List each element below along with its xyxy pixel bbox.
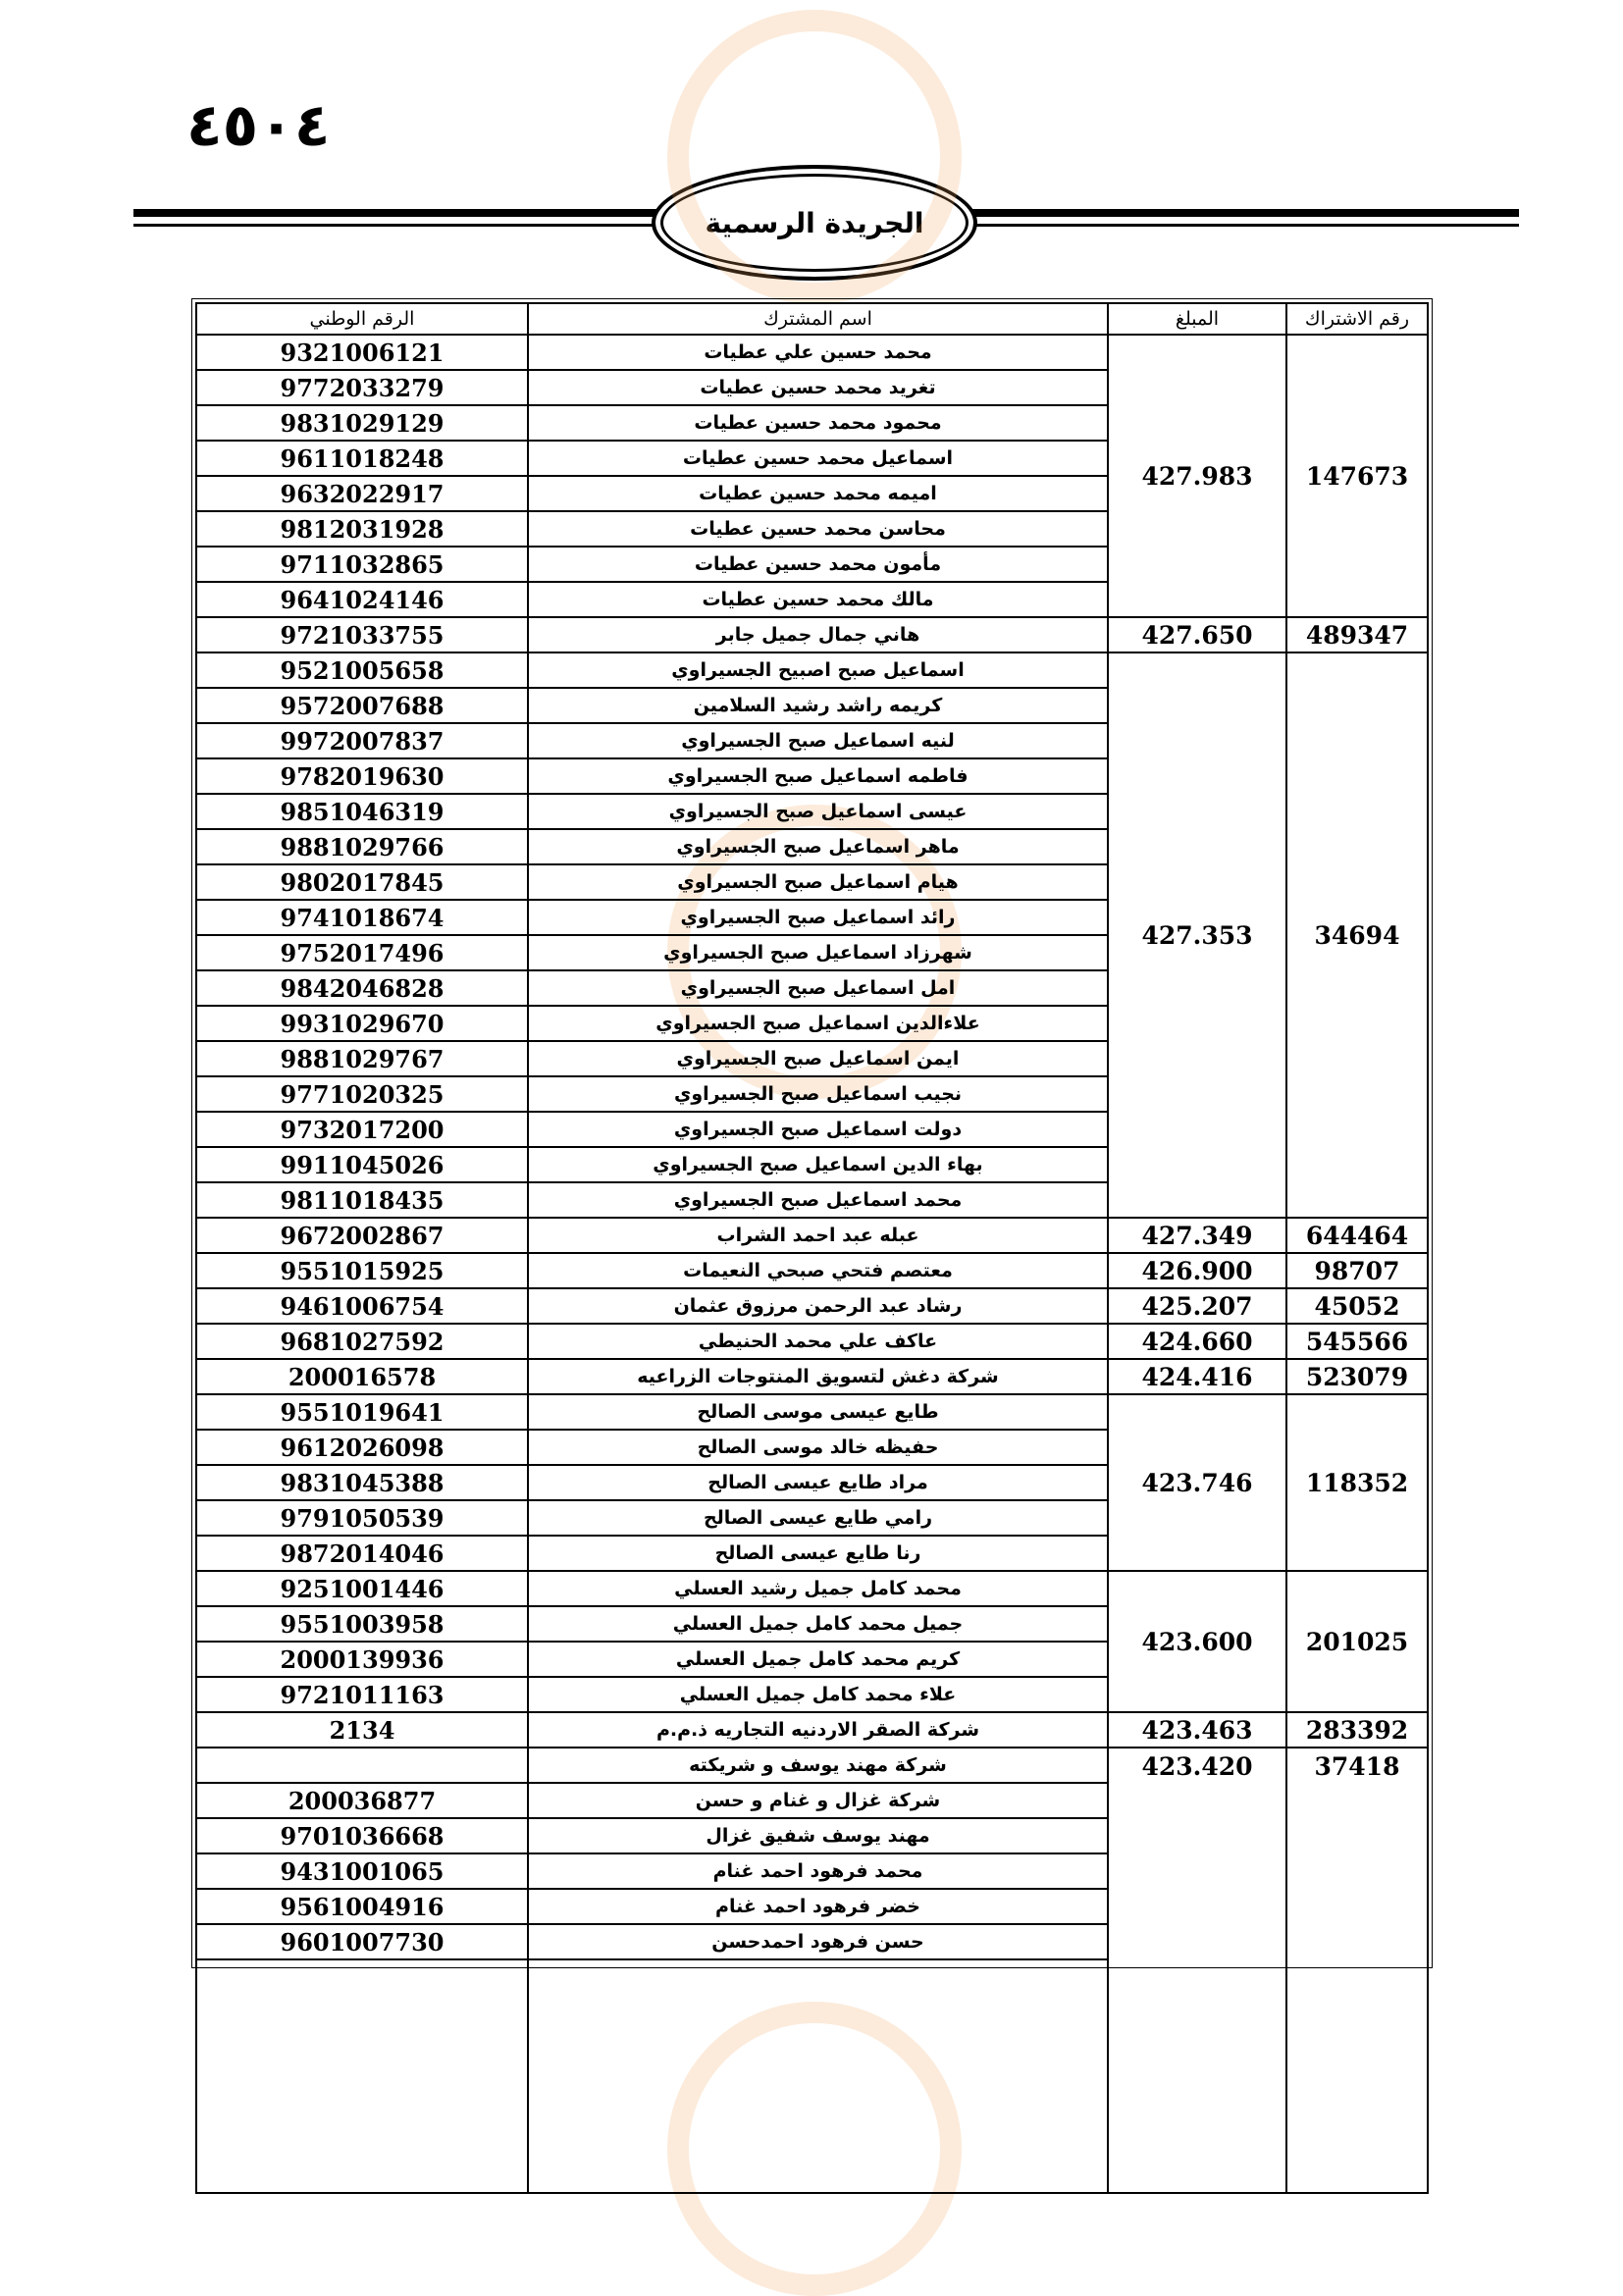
- national-no-cell: 9721011163: [196, 1677, 528, 1712]
- amount-cell: 427.650: [1108, 617, 1286, 652]
- amount-cell: 427.349: [1108, 1218, 1286, 1253]
- page-number: ٤٥٠٤: [186, 91, 331, 160]
- amount-cell: 427.983: [1108, 335, 1286, 617]
- empty-cell: [528, 1959, 1108, 2193]
- subscriber-name-cell: علاء محمد كامل جميل العسلي: [528, 1677, 1108, 1712]
- national-no-cell: 9431001065: [196, 1853, 528, 1889]
- national-no-cell: 9772033279: [196, 370, 528, 405]
- subscriber-name-cell: شركة غزال و غنام و حسن: [528, 1783, 1108, 1818]
- subscriber-name-cell: دولت اسماعيل صبح الجسيراوي: [528, 1112, 1108, 1147]
- subscriber-name-cell: مهند يوسف شفيق غزال: [528, 1818, 1108, 1853]
- national-no-cell: 9831029129: [196, 405, 528, 441]
- amount-cell: 423.746: [1108, 1394, 1286, 1571]
- subscription-no-cell: 201025: [1286, 1571, 1428, 1712]
- header-subscriber-name: اسم المشترك: [528, 303, 1108, 335]
- subscriber-name-cell: محمد كامل جميل رشيد العسلي: [528, 1571, 1108, 1606]
- subscriber-name-cell: معتصم فتحي صبحي النعيمات: [528, 1253, 1108, 1288]
- subscriber-name-cell: هاني جمال جميل جابر: [528, 617, 1108, 652]
- subscriber-name-cell: ماهر اسماعيل صبح الجسيراوي: [528, 829, 1108, 864]
- amount-cell: 424.416: [1108, 1359, 1286, 1394]
- national-no-cell: 200016578: [196, 1359, 528, 1394]
- subscription-no-cell: 545566: [1286, 1324, 1428, 1359]
- national-no-cell: 9632022917: [196, 476, 528, 511]
- subscriber-name-cell: محاسن محمد حسين عطيات: [528, 511, 1108, 547]
- subscriber-name-cell: كريم محمد كامل جميل العسلي: [528, 1642, 1108, 1677]
- subscriber-name-cell: مأمون محمد حسين عطيات: [528, 547, 1108, 582]
- table-row: [196, 1748, 1428, 1783]
- subscriber-name-cell: شركة دغش لتسويق المنتوجات الزراعيه: [528, 1359, 1108, 1394]
- table-row: [196, 1253, 1428, 1288]
- national-no-cell: 9521005658: [196, 652, 528, 688]
- subscription-no-cell: 37418: [1286, 1748, 1428, 2193]
- national-no-cell: 2000139936: [196, 1642, 528, 1677]
- national-no-cell: 9551003958: [196, 1606, 528, 1642]
- national-no-cell: 200036877: [196, 1783, 528, 1818]
- subscription-no-cell: 283392: [1286, 1712, 1428, 1748]
- subscriber-name-cell: حفيظه خالد موسى الصالح: [528, 1430, 1108, 1465]
- national-no-cell: 9802017845: [196, 864, 528, 900]
- national-no-cell: 9461006754: [196, 1288, 528, 1324]
- subscription-no-cell: 118352: [1286, 1394, 1428, 1571]
- subscriber-name-cell: لنيه اسماعيل صبح الجسيراوي: [528, 723, 1108, 758]
- table-header-row: [196, 303, 1428, 335]
- table-row: [196, 335, 1428, 370]
- subscriber-name-cell: جميل محمد كامل جميل العسلي: [528, 1606, 1108, 1642]
- subscriber-name-cell: عبله عبد احمد الشراب: [528, 1218, 1108, 1253]
- subscriber-name-cell: شركة الصقر الاردنيه التجاريه ذ.م.م: [528, 1712, 1108, 1748]
- national-no-cell: 9721033755: [196, 617, 528, 652]
- subscriber-name-cell: محمد حسين علي عطيات: [528, 335, 1108, 370]
- national-no-cell: 9612026098: [196, 1430, 528, 1465]
- subscriber-name-cell: محمد اسماعيل صبح الجسيراوي: [528, 1182, 1108, 1218]
- subscriber-name-cell: بهاء الدين اسماعيل صبح الجسيراوي: [528, 1147, 1108, 1182]
- subscription-no-cell: 98707: [1286, 1253, 1428, 1288]
- national-no-cell: 9741018674: [196, 900, 528, 935]
- masthead-title: الجريدة الرسمية: [705, 206, 924, 239]
- table-row: [196, 1359, 1428, 1394]
- national-no-cell: 9681027592: [196, 1324, 528, 1359]
- subscriber-name-cell: شركة مهند يوسف و شريكته: [528, 1748, 1108, 1783]
- table-row: [196, 1712, 1428, 1748]
- table-row: [196, 1288, 1428, 1324]
- subscriber-name-cell: حسن فرهود احمدحسن: [528, 1924, 1108, 1959]
- subscriber-name-cell: محمد فرهود احمد غنام: [528, 1853, 1108, 1889]
- national-no-cell: 9572007688: [196, 688, 528, 723]
- header-subscription-no: رقم الاشتراك: [1286, 303, 1428, 335]
- subscription-no-cell: 45052: [1286, 1288, 1428, 1324]
- subscriber-name-cell: رائد اسماعيل صبح الجسيراوي: [528, 900, 1108, 935]
- national-no-cell: 9972007837: [196, 723, 528, 758]
- subscriber-name-cell: علاءالدين اسماعيل صبح الجسيراوي: [528, 1006, 1108, 1041]
- table-row: [196, 1571, 1428, 1606]
- header-national-no: الرقم الوطني: [196, 303, 528, 335]
- national-no-cell: 9931029670: [196, 1006, 528, 1041]
- national-no-cell: 9812031928: [196, 511, 528, 547]
- national-no-cell: 9601007730: [196, 1924, 528, 1959]
- national-no-cell: 9672002867: [196, 1218, 528, 1253]
- amount-cell: 427.353: [1108, 652, 1286, 1218]
- amount-cell: 423.463: [1108, 1712, 1286, 1748]
- national-no-cell: 9872014046: [196, 1536, 528, 1571]
- subscriber-name-cell: عيسى اسماعيل صبح الجسيراوي: [528, 794, 1108, 829]
- subscription-no-cell: 523079: [1286, 1359, 1428, 1394]
- national-no-cell: 9732017200: [196, 1112, 528, 1147]
- subscriber-name-cell: رنا طايع عيسى الصالح: [528, 1536, 1108, 1571]
- national-no-cell: 9881029767: [196, 1041, 528, 1076]
- subscriber-name-cell: عاكف علي محمد الحنيطي: [528, 1324, 1108, 1359]
- national-no-cell: 9831045388: [196, 1465, 528, 1500]
- table-row: [196, 1218, 1428, 1253]
- national-no-cell: 9561004916: [196, 1889, 528, 1924]
- subscriber-name-cell: طايع عيسى موسى الصالح: [528, 1394, 1108, 1430]
- national-no-cell: 9611018248: [196, 441, 528, 476]
- national-no-cell: 9551019641: [196, 1394, 528, 1430]
- subscriber-name-cell: هيام اسماعيل صبح الجسيراوي: [528, 864, 1108, 900]
- empty-cell: [196, 1959, 528, 2193]
- national-no-cell: 9701036668: [196, 1818, 528, 1853]
- national-no-cell: 9811018435: [196, 1182, 528, 1218]
- national-no-cell: 9851046319: [196, 794, 528, 829]
- subscriber-name-cell: تغريد محمد حسين عطيات: [528, 370, 1108, 405]
- amount-cell: 425.207: [1108, 1288, 1286, 1324]
- subscriber-name-cell: فاطمه اسماعيل صبح الجسيراوي: [528, 758, 1108, 794]
- table-row: [196, 617, 1428, 652]
- subscriber-name-cell: اسماعيل محمد حسين عطيات: [528, 441, 1108, 476]
- subscriber-name-cell: رشاد عبد الرحمن مرزوق عثمان: [528, 1288, 1108, 1324]
- subscription-no-cell: 489347: [1286, 617, 1428, 652]
- national-no-cell: 9641024146: [196, 582, 528, 617]
- national-no-cell: 9771020325: [196, 1076, 528, 1112]
- national-no-cell: 9711032865: [196, 547, 528, 582]
- table-row: [196, 1394, 1428, 1430]
- subscriber-name-cell: شهرزاد اسماعيل صبح الجسيراوي: [528, 935, 1108, 970]
- national-no-cell: 9251001446: [196, 1571, 528, 1606]
- subscription-no-cell: 34694: [1286, 652, 1428, 1218]
- national-no-cell: 9752017496: [196, 935, 528, 970]
- national-no-cell: 9782019630: [196, 758, 528, 794]
- subscriber-name-cell: محمود محمد حسين عطيات: [528, 405, 1108, 441]
- subscriber-name-cell: ايمن اسماعيل صبح الجسيراوي: [528, 1041, 1108, 1076]
- subscriber-name-cell: مراد طايع عيسى الصالح: [528, 1465, 1108, 1500]
- subscription-no-cell: 147673: [1286, 335, 1428, 617]
- subscriber-name-cell: اسماعيل صبح اصبيح الجسيراوي: [528, 652, 1108, 688]
- national-no-cell: 9842046828: [196, 970, 528, 1006]
- national-no-cell: 9791050539: [196, 1500, 528, 1536]
- header-amount: المبلغ: [1108, 303, 1286, 335]
- subscriber-name-cell: رامي طايع عيسى الصالح: [528, 1500, 1108, 1536]
- table-row: [196, 652, 1428, 688]
- national-no-cell: 9321006121: [196, 335, 528, 370]
- amount-cell: 423.600: [1108, 1571, 1286, 1712]
- amount-cell: 426.900: [1108, 1253, 1286, 1288]
- masthead-oval: [652, 165, 977, 281]
- subscriber-name-cell: نجيب اسماعيل صبح الجسيراوي: [528, 1076, 1108, 1112]
- amount-cell: 424.660: [1108, 1324, 1286, 1359]
- subscriber-name-cell: اميمه محمد حسين عطيات: [528, 476, 1108, 511]
- subscriber-name-cell: امل اسماعيل صبح الجسيراوي: [528, 970, 1108, 1006]
- national-no-cell: 9551015925: [196, 1253, 528, 1288]
- subscriber-name-cell: مالك محمد حسين عطيات: [528, 582, 1108, 617]
- subscription-no-cell: 644464: [1286, 1218, 1428, 1253]
- table-row: [196, 1324, 1428, 1359]
- national-no-cell: 9881029766: [196, 829, 528, 864]
- amount-cell: 423.420: [1108, 1748, 1286, 2193]
- national-no-cell: 9911045026: [196, 1147, 528, 1182]
- subscriber-name-cell: خضر فرهود احمد غنام: [528, 1889, 1108, 1924]
- subscriber-name-cell: كريمه راشد رشيد السلامين: [528, 688, 1108, 723]
- subscribers-table: [195, 302, 1429, 2194]
- national-no-cell: 2134: [196, 1712, 528, 1748]
- national-no-cell: [196, 1748, 528, 1783]
